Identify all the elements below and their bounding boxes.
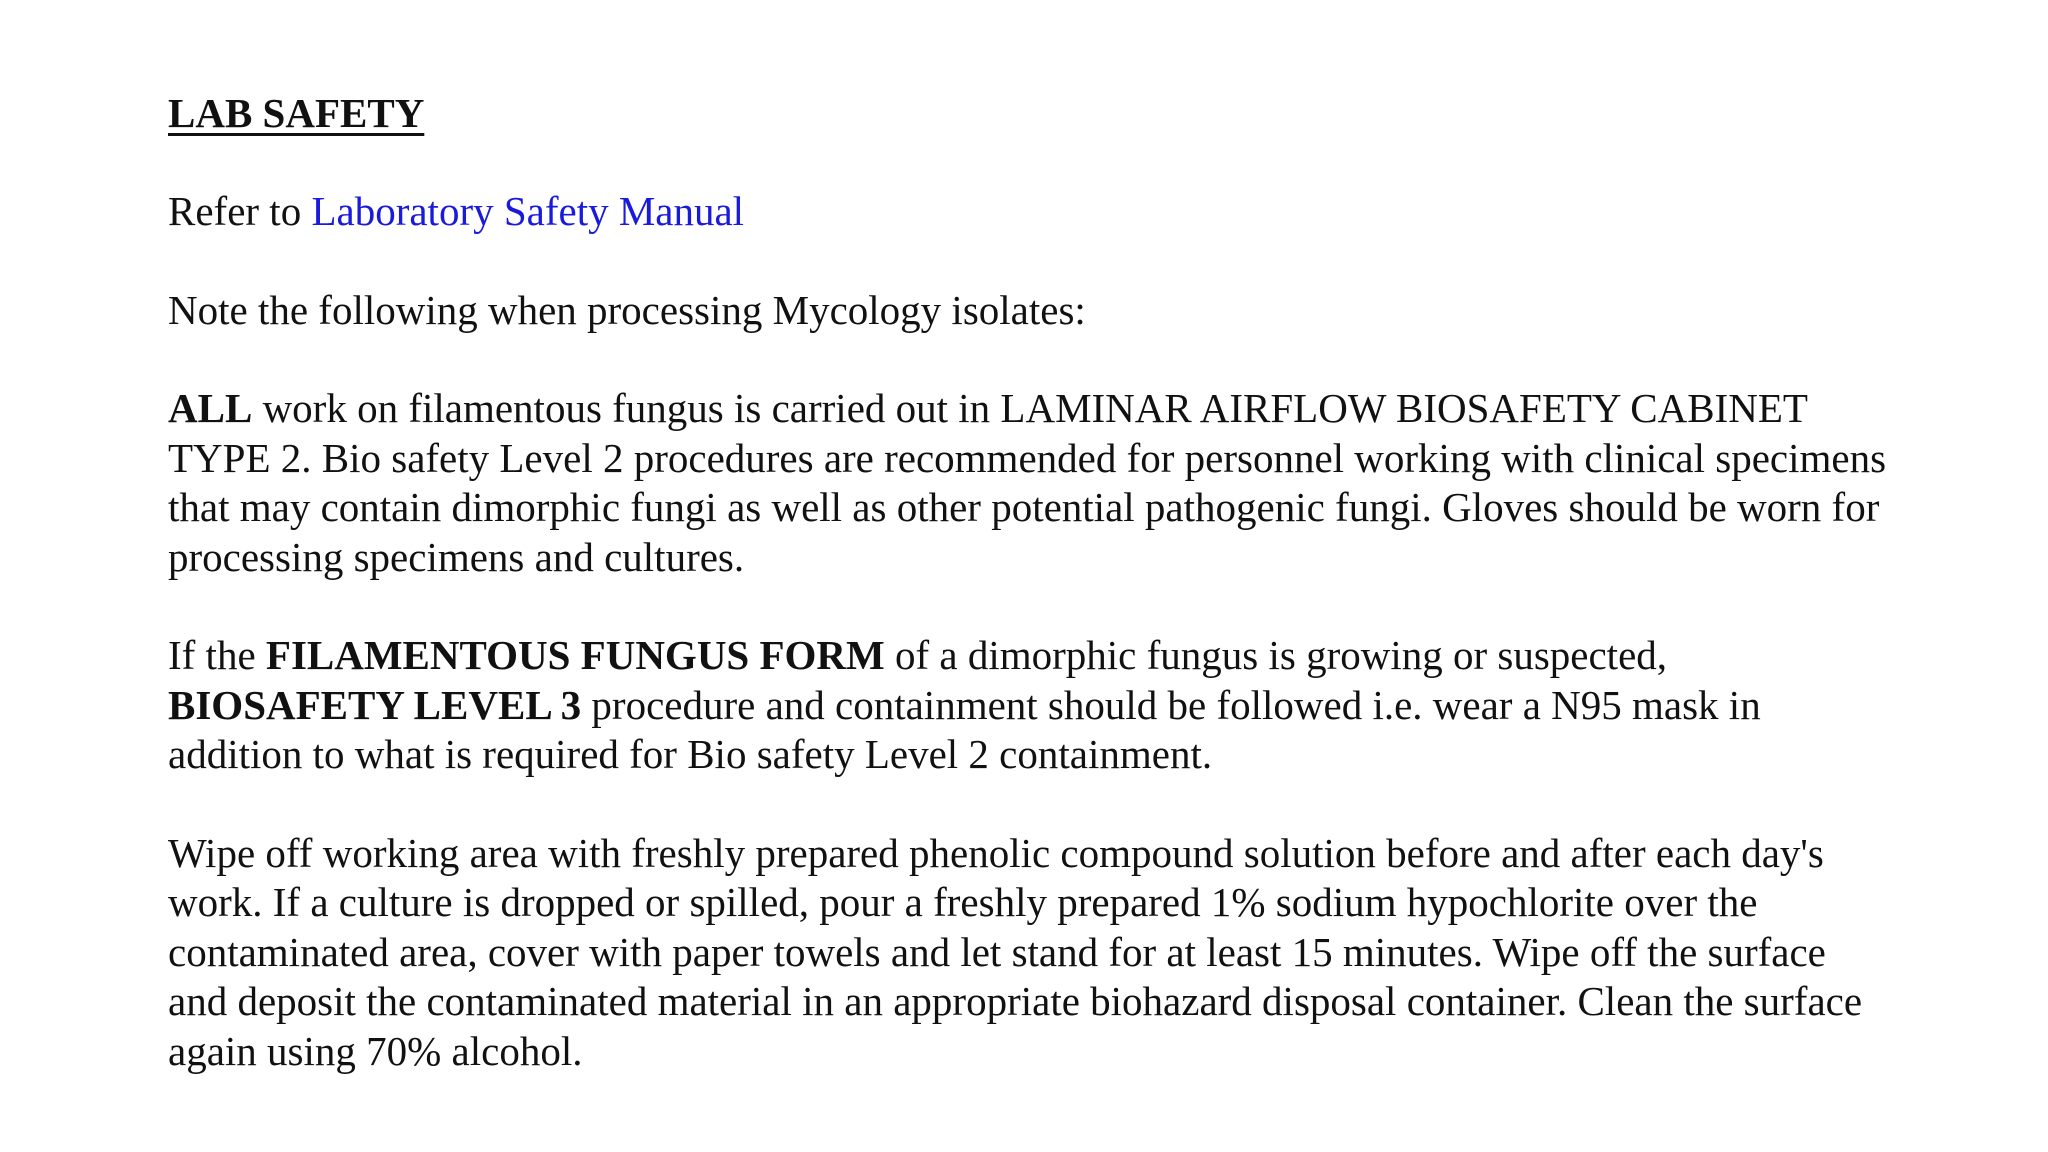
note-paragraph: Note the following when processing Mycology isolates:	[168, 286, 1086, 333]
laboratory-safety-manual-link[interactable]: Laboratory Safety Manual	[311, 188, 745, 234]
refer-paragraph	[168, 187, 1888, 237]
filamentous-form-paragraph	[168, 631, 1888, 780]
if-prefix: If the	[168, 632, 266, 678]
page-title: LAB SAFETY	[168, 90, 425, 136]
all-work-paragraph	[168, 384, 1888, 582]
filamentous-fungus-form-bold: FILAMENTOUS FUNGUS FORM	[265, 632, 885, 678]
if-middle: of a dimorphic fungus is growing or suspected,	[884, 632, 1668, 678]
biosafety-level-3-bold: BIOSAFETY LEVEL 3	[168, 681, 582, 728]
if-suffix: procedure and containment should be followed i.e. wear a N95 mask in addition to what is required for Bio safety Level 2 containment.	[168, 681, 1761, 777]
all-work-text: work on filamentous fungus is carried out in LAMINAR AIRFLOW BIOSAFETY CABINET TYPE 2. Bio safety Level 2 procedures are recommended for personnel working with clinical specimens that may contain dimorphic fungi as well as other potential pathogenic fungi. Gloves should be worn for processing specimens and cultures.	[168, 385, 1887, 580]
document-page	[168, 88, 1888, 1076]
all-bold-text: ALL	[168, 385, 253, 431]
wipe-paragraph: Wipe off working area with freshly prepared phenolic compound solution before and after each day's work. If a culture is dropped or spilled, pour a freshly prepared 1% sodium hypochlorite over the contaminated area, cover with paper towels and let stand for at least 15 minutes. Wipe off the surface and deposit the contaminated material in an appropriate biohazard disposal container. Clean the surface again using 70% alcohol.	[168, 829, 1863, 1074]
refer-prefix: Refer to	[168, 188, 312, 234]
